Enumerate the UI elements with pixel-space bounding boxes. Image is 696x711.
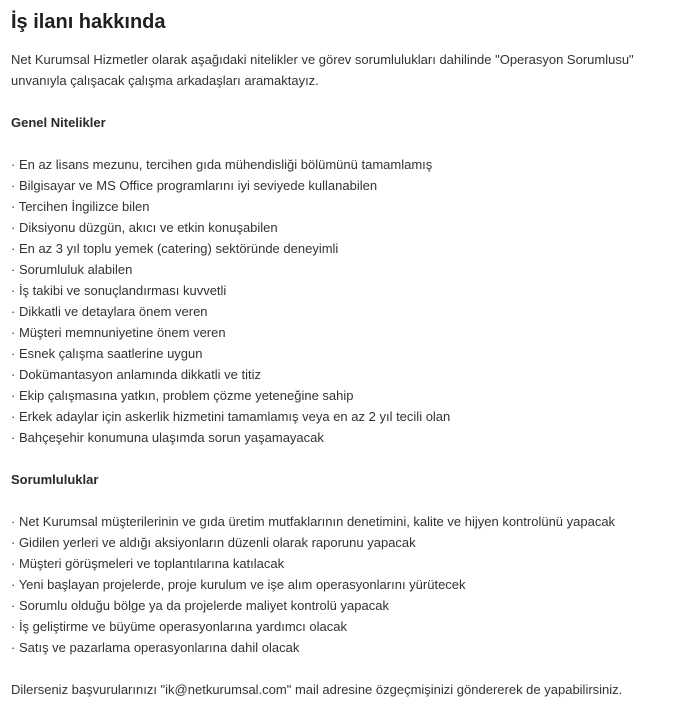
qualification-item: · İş takibi ve sonuçlandırması kuvvetli — [11, 283, 227, 298]
responsibility-item: · Sorumlu olduğu bölge ya da projelerde maliyet kontrolü yapacak — [11, 598, 389, 613]
qualification-item: · Esnek çalışma saatlerine uygun — [11, 346, 203, 361]
qualification-item: · Erkek adaylar için askerlik hizmetini tamamlamış veya en az 2 yıl tecili olan — [11, 409, 451, 424]
job-about-title: İş ilanı hakkında — [11, 11, 166, 33]
responsibility-item: · Satış ve pazarlama operasyonlarına dahil olacak — [11, 640, 300, 655]
qualification-item: · Ekip çalışmasına yatkın, problem çözme yeteneğine sahip — [11, 388, 354, 403]
qualification-item: · Bahçeşehir konumuna ulaşımda sorun yaşamayacak — [11, 430, 324, 445]
qualification-item: · Sorumluluk alabilen — [11, 262, 133, 277]
responsibility-item: · Gidilen yerleri ve aldığı aksiyonların düzenli olarak raporunu yapacak — [11, 535, 416, 550]
qualifications-heading: Genel Nitelikler — [11, 115, 106, 130]
responsibility-item: · Müşteri görüşmeleri ve toplantılarına katılacak — [11, 556, 285, 571]
qualification-item: · En az lisans mezunu, tercihen gıda mühendisliği bölümünü tamamlamış — [11, 157, 433, 172]
responsibility-item: · Net Kurumsal müşterilerinin ve gıda üretim mutfaklarının denetimini, kalite ve hijyen kontrolünü yapacak — [11, 514, 616, 529]
qualification-item: · Müşteri memnuniyetine önem veren — [11, 325, 226, 340]
job-intro-text: Net Kurumsal Hizmetler olarak aşağıdaki nitelikler ve görev sorumlulukları dahilinde "Operasyon Sorumlusu" unvanıyla çalışacak çalışma arkadaşları aramaktayız. — [11, 52, 634, 88]
responsibilities-heading: Sorumluluklar — [11, 472, 99, 487]
qualifications-list — [11, 154, 686, 448]
responsibility-item: · İş geliştirme ve büyüme operasyonlarına yardımcı olacak — [11, 619, 347, 634]
responsibilities-list — [11, 511, 686, 658]
qualification-item: · Bilgisayar ve MS Office programlarını iyi seviyede kullanabilen — [11, 178, 378, 193]
qualification-item: · En az 3 yıl toplu yemek (catering) sektöründe deneyimli — [11, 241, 339, 256]
responsibility-item: · Yeni başlayan projelerde, proje kurulum ve işe alım operasyonlarını yürütecek — [11, 577, 466, 592]
qualification-item: · Diksiyonu düzgün, akıcı ve etkin konuşabilen — [11, 220, 278, 235]
qualification-item: · Dokümantasyon anlamında dikkatli ve titiz — [11, 367, 262, 382]
application-note: Dilerseniz başvurularınızı "ik@netkurumsal.com" mail adresine özgeçmişinizi göndererek de yapabilirsiniz. — [11, 682, 623, 697]
qualification-item: · Tercihen İngilizce bilen — [11, 199, 150, 214]
qualification-item: · Dikkatli ve detaylara önem veren — [11, 304, 208, 319]
